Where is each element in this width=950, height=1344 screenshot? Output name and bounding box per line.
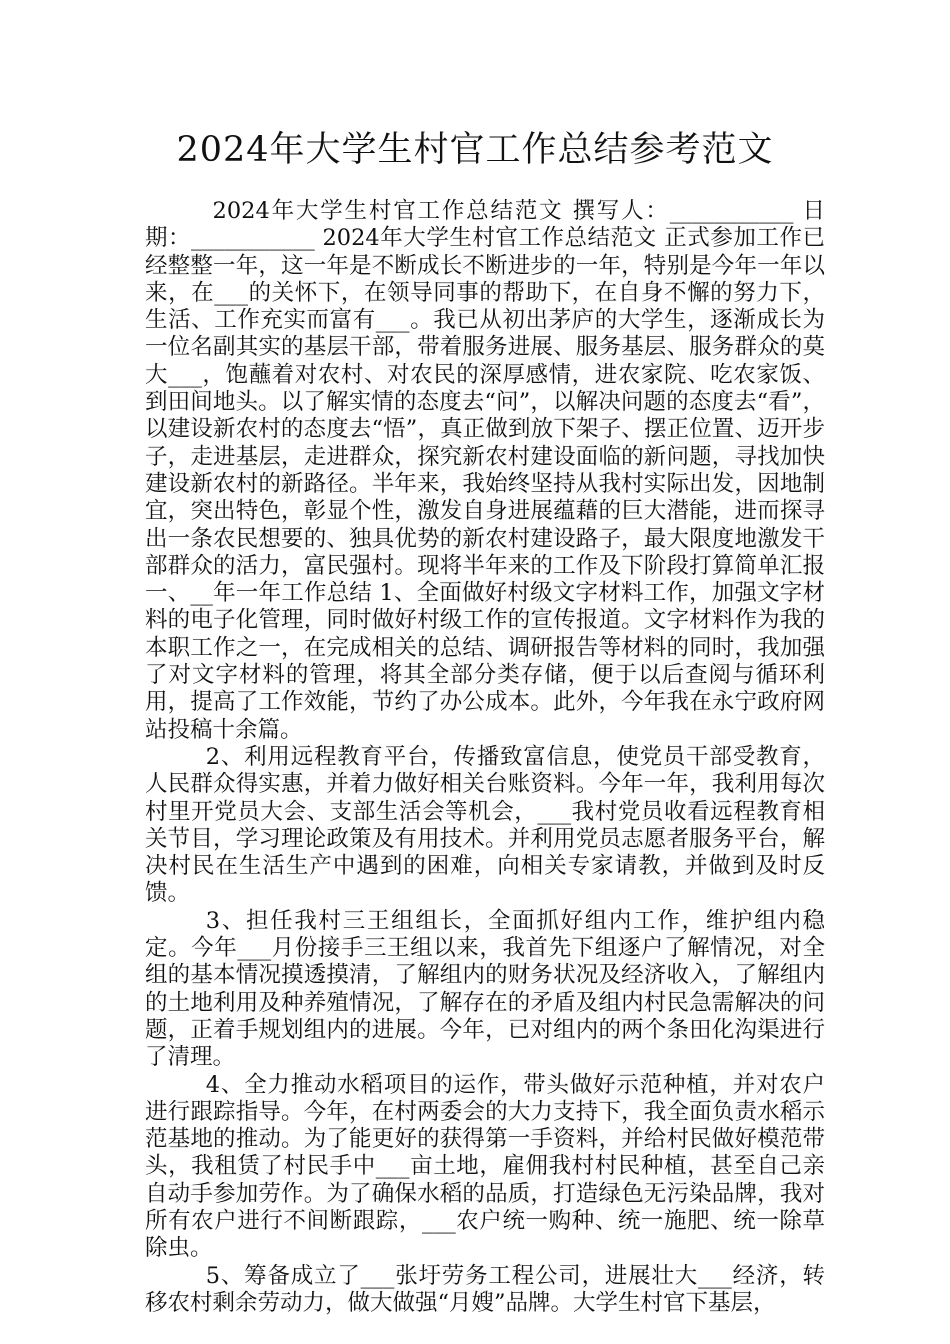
paragraph-intro: 2024年大学生村官工作总结范文 撰写人：___________ 日期：___________ 2024年大学生村官工作总结范文 正式参加工作已经整整一年，这一年是不断成长不断进步的一年，特别是今年一年以来，在___的关怀下，在领导同事的帮助下，在自身不懈的努力下，生活、工作充实而富有___。我已从初出茅庐的大学生，逐渐成长为一位名副其实的基层干部，带着服务进展、服务基层、服务群众的莫大___，饱蘸着对农村、对农民的深厚感情，进农家院、吃农家饭、到田间地头。以了解实情的态度去“问”，以解决问题的态度去“看”，以建设新农村的态度去“悟”，真正做到放下架子、摆正位置、迈开步子，走进基层，走进群众，探究新农村建设面临的新问题，寻找加快建设新农村的新路径。半年来，我始终坚持从我村实际出发，因地制宜，突出特色，彰显个性，激发自身进展蕴藉的巨大潜能，进而探寻出一条农民想要的、独具优势的新农村建设路子，最大限度地激发干部群众的活力，富民强村。现将半年来的工作及下阶段打算简单汇报 一、__年一年工作总结 1、全面做好村级文字材料工作，加强文字材料的电子化管理，同时做好村级工作的宣传报道。文字材料作为我的本职工作之一，在完成相关的总结、调研报告等材料的同时，我加强了对文字材料的管理，将其全部分类存储，便于以后查阅与循环利用，提高了工作效能，节约了办公成本。此外，今年我在永宁政府网站投稿十余篇。: [145, 198, 825, 743]
paragraph-item-4: 4、全力推动水稻项目的运作，带头做好示范种植，并对农户进行跟踪指导。今年，在村两委会的大力支持下，我全面负责水稻示范基地的推动。为了能更好的获得第一手资料，并给村民做好模范带头，我租赁了村民手中___亩土地，雇佣我村村民种植，甚至自己亲自动手参加劳作。为了确保水稻的品质，打造绿色无污染品牌，我对所有农户进行不间断跟踪，___农户统一购种、统一施肥、统一除草除虫。: [145, 1071, 825, 1262]
document-title: 2024年大学生村官工作总结参考范文: [176, 130, 774, 170]
paragraph-item-2: 2、利用远程教育平台，传播致富信息，使党员干部受教育，人民群众得实惠，并着力做好相关台账资料。今年一年，我利用每次村里开党员大会、支部生活会等机会，___我村党员收看远程教育相关节目，学习理论政策及有用技术。并利用党员志愿者服务平台，解决村民在生活生产中遇到的困难，向相关专家请教，并做到及时反馈。: [145, 743, 825, 907]
document-body: [145, 198, 825, 1317]
paragraph-item-3: 3、担任我村三王组组长，全面抓好组内工作，维护组内稳定。今年___月份接手三王组以来，我首先下组逐户了解情况，对全组的基本情况摸透摸清，了解组内的财务状况及经济收入，了解组内的土地利用及种养殖情况，了解存在的矛盾及组内村民急需解决的问题，正着手规划组内的进展。今年，已对组内的两个条田化沟渠进行了清理。: [145, 907, 825, 1071]
paragraph-item-5: 5、筹备成立了___张圩劳务工程公司，进展壮大___经济，转移农村剩余劳动力，做大做强“月嫂”品牌。大学生村官下基层，: [145, 1262, 825, 1316]
